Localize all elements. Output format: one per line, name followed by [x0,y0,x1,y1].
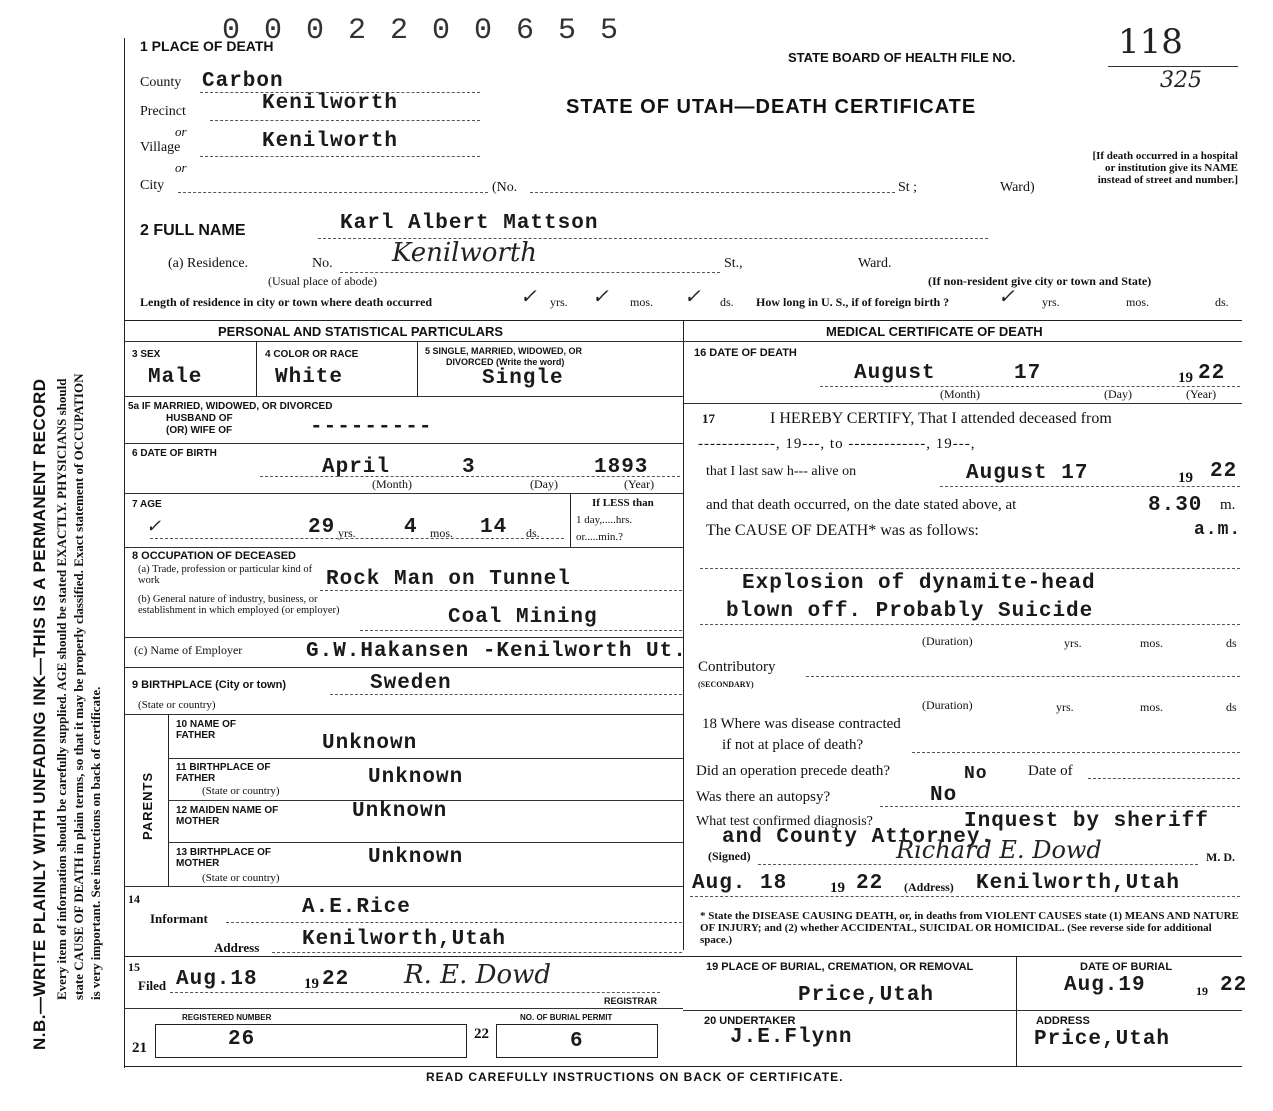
age-days: 14 [480,516,508,539]
row-line-4 [124,547,683,548]
row-line-5 [124,637,683,638]
death-year-note: (Year) [1186,387,1217,401]
mother-birthplace-value: Unknown [368,846,464,869]
abode-note: (Usual place of abode) [268,274,377,288]
filed-nineteen: 19 [304,976,319,992]
residence-line [340,272,720,273]
attended-line: -------------, 19---, to -------------, 19---, [698,436,976,452]
left-border [124,38,125,1068]
date-of-death-line [820,386,1240,387]
occupation-a-label: (a) Trade, profession or particular kind of work [138,564,313,586]
length-ds-label: ds. [720,295,734,309]
precinct-value: Kenilworth [262,92,399,115]
father-birthplace-label: 11 BIRTHPLACE OF FATHER [176,762,271,784]
street-label: St ; [898,180,918,195]
autopsy-label: Was there an autopsy? [696,789,831,805]
sign-address: Kenilworth,Utah [976,872,1181,895]
parents-line-1 [168,758,683,759]
cause-line-2: blown off. Probably Suicide [726,600,1094,623]
burial-nineteen: 19 [1196,984,1208,998]
informant-address-value: Kenilworth,Utah [302,928,507,951]
sex-value: Male [148,366,203,389]
sign-date: Aug. 18 [692,872,788,895]
date-of-operation-label: Date of [1028,763,1073,779]
dob-month-note: (Month) [372,477,412,491]
residence-st-label: St., [724,256,743,271]
duration-mos-2: mos. [1140,700,1164,714]
informant-label: Informant [150,911,208,926]
instructions-line-1: Every item of information should be carefully supplied. AGE should be stated EXACTLY. PHYSICIANS should [54,378,69,1000]
physician-signature: Richard E. Dowd [896,836,1102,864]
dob-day-note: (Day) [530,477,558,491]
residence-no-label: No. [312,256,333,271]
registrar-signature: R. E. Dowd [404,960,552,990]
burial-line [683,1010,1242,1011]
death-time-m: m. [1220,497,1236,513]
county-value: Carbon [202,70,284,93]
file-number-secondary: 325 [1160,68,1202,93]
duration-mos-1: mos. [1140,636,1164,650]
sex-divider [256,341,257,396]
age-ds-label: ds. [526,526,540,540]
occupation-b-label: (b) General nature of industry, business, or establishment in which employed (or employer) [138,594,340,616]
length-mos-label: mos. [630,295,654,309]
last-saw-year: 22 [1210,460,1238,483]
filed-line [170,992,660,993]
informant-address-label: Address [214,940,260,955]
age-less-3: or.....min.? [576,531,624,543]
dob-line [260,476,680,477]
age-label: 7 AGE [132,499,162,510]
registered-number-box [155,1024,467,1058]
parents-side-label: PARENTS [140,771,155,840]
length-yrs-check: ✓ [520,284,537,308]
test-value-2: and County Attorney. [722,826,995,849]
duration-yrs-2: yrs. [1056,700,1074,714]
father-label: 10 NAME OF FATHER [176,719,237,741]
marital-label-1: 5 SINGLE, MARRIED, WIDOWED, OR [425,346,583,356]
death-occurred-text: and that death occurred, on the date stated above, at [706,497,1017,513]
middle-divider [683,320,684,950]
signed-label: (Signed) [708,849,751,863]
length-residence-label: Length of residence in city or town where death occurred [140,295,433,309]
burial-permit-value: 6 [570,1030,584,1053]
dob-day: 3 [462,456,476,479]
mother-birthplace-note: (State or country) [202,872,280,884]
duration-ds-2: ds [1226,700,1237,714]
cause-dots-2 [700,624,1240,625]
residence-ward-label: Ward. [858,256,892,271]
spouse-value: --------- [310,416,433,439]
color-label: 4 COLOR OR RACE [265,349,359,360]
burial-date-label: DATE OF BURIAL [1080,961,1173,973]
instructions-line-3: is very important. See instructions on back of certificate. [88,686,103,1000]
last-saw-nineteen: 19 [1178,470,1193,486]
occupation-b-line [360,630,682,631]
row-line-3 [124,493,683,494]
color-divider [417,341,418,396]
age-mos-label: mos. [430,526,454,540]
death-time-am: a.m. [1194,520,1242,540]
operation-value: No [964,764,988,784]
death-month: August [854,362,936,385]
marital-label-2: DIVORCED (Write the word) [446,357,565,367]
sign-address-line [690,896,1240,897]
dob-label: 6 DATE OF BIRTH [132,448,217,459]
burial-divider [1016,956,1017,1066]
death-day: 17 [1014,362,1042,385]
place-of-death-label: 1 PLACE OF DEATH [140,38,274,54]
duration-ds-1: ds [1226,636,1237,650]
file-number-line [1108,66,1238,67]
dob-month: April [322,456,391,479]
age-years: 29 [308,516,336,539]
cause-line-1: Explosion of dynamite-head [742,572,1096,595]
full-name-label: 2 FULL NAME [140,222,246,239]
personal-header: PERSONAL AND STATISTICAL PARTICULARS [218,324,504,339]
row-line-7 [124,714,683,715]
us-yrs-label: yrs. [1042,295,1060,309]
length-ds-check: ✓ [684,284,701,308]
informant-value: A.E.Rice [302,896,411,919]
ward-label: Ward) [1000,180,1035,195]
father-birthplace-note: (State or country) [202,785,280,797]
last-saw-line [940,486,1240,487]
informant-number: 14 [128,892,140,906]
certificate-stamp-number: 0 0 0 2 2 0 0 6 5 5 [222,14,622,48]
sign-nineteen: 19 [830,880,845,896]
registrar-label: REGISTRAR [604,996,658,1006]
mother-label: 12 MAIDEN NAME OF MOTHER [176,805,279,827]
or-label-1: or [175,124,187,139]
age-months: 4 [404,516,418,539]
spouse-label-3: (OR) WIFE OF [166,425,233,436]
death-month-note: (Month) [940,387,980,401]
birthplace-line [330,694,682,695]
instructions-line-2: state CAUSE OF DEATH in plain terms, so that it may be properly classified. Exact statement of OCCUPATION [71,373,86,1000]
undertaker-address-value: Price,Utah [1034,1028,1171,1051]
disease-contracted-1: 18 Where was disease contracted [702,716,901,732]
burial-year: 22 [1220,974,1248,997]
occupation-a-value: Rock Man on Tunnel [326,568,571,591]
sex-label: 3 SEX [132,349,161,360]
medical-header: MEDICAL CERTIFICATE OF DEATH [826,324,1043,339]
secondary-label: (SECONDARY) [698,680,754,689]
age-line [150,538,564,539]
age-less-1: If LESS than [592,497,654,509]
field-22-number: 22 [474,1026,489,1042]
footer-instructions: READ CAREFULLY INSTRUCTIONS ON BACK OF CERTIFICATE. [426,1070,844,1084]
medical-header-line [683,341,1242,342]
last-saw-text: that I last saw h--- alive on [706,464,857,479]
signed-line [758,864,1198,865]
county-label: County [140,75,182,90]
filed-year: 22 [322,968,350,991]
registered-number-value: 26 [228,1028,256,1051]
burial-place-label: 19 PLACE OF BURIAL, CREMATION, OR REMOVAL [706,961,974,973]
certify-text: I HEREBY CERTIFY, That I attended deceased from [770,410,1112,427]
dob-year: 1893 [594,456,649,479]
street-line [530,192,895,193]
parents-line-3 [168,842,683,843]
employer-label: (c) Name of Employer [134,643,243,657]
death-day-note: (Day) [1104,387,1132,401]
file-number-label: STATE BOARD OF HEALTH FILE NO. [788,50,1016,65]
filing-line [124,1008,683,1009]
autopsy-line [880,806,1240,807]
city-line [178,192,488,193]
duration-label-2: (Duration) [922,698,973,712]
autopsy-value: No [930,784,958,807]
age-mark: ✓ [146,516,162,537]
sign-address-label: (Address) [904,880,954,894]
burial-permit-label: NO. OF BURIAL PERMIT [520,1013,613,1022]
age-less-divider [570,493,571,547]
spouse-label-1: 5a IF MARRIED, WIDOWED, OR DIVORCED [128,401,333,412]
operation-line [1088,778,1240,779]
length-mos-check: ✓ [592,284,609,308]
occupation-b-value: Coal Mining [448,606,598,629]
undertaker-address-label: ADDRESS [1036,1015,1090,1027]
violent-cause-note: * State the DISEASE CAUSING DEATH, or, in deaths from VIOLENT CAUSES state (1) MEANS AND NATURE OF INJURY; and (2) whether ACCIDENTAL, SUICIDAL OR HOMICIDAL. (See reverse side for additional space.) [700,910,1239,946]
village-value: Kenilworth [262,130,399,153]
residence-label: (a) Residence. [168,256,249,271]
burial-place-value: Price,Utah [798,984,935,1007]
precinct-line [210,120,480,121]
field-21-number: 21 [132,1040,147,1056]
village-line [200,156,480,157]
burial-date-value: Aug.19 [1064,974,1146,997]
mother-birthplace-label: 13 BIRTHPLACE OF MOTHER [176,847,272,869]
village-label: Village [140,140,181,155]
operation-label: Did an operation precede death? [696,763,891,779]
certificate-title: STATE OF UTAH—DEATH CERTIFICATE [566,96,977,118]
permanent-record-notice: N.B.—WRITE PLAINLY WITH UNFADING INK—THIS IS A PERMANENT RECORD [30,378,49,1050]
footer-divider [124,1066,1242,1067]
duration-yrs-1: yrs. [1064,636,1082,650]
occupation-label: 8 OCCUPATION OF DECEASED [132,550,296,562]
hospital-note: [If death occurred in a hospital or institution give its NAME instead of street and number.] [1092,150,1238,186]
length-yrs-label: yrs. [550,295,568,309]
employer-value: G.W.Hakansen -Kenilworth Ut. [306,640,687,663]
registered-number-label: REGISTERED NUMBER [182,1013,272,1022]
medical-line-1 [683,403,1242,404]
personal-header-line [124,341,683,342]
date-of-death-label: 16 DATE OF DEATH [694,347,797,359]
filed-date: Aug.18 [176,968,258,991]
informant-address-line [272,952,682,953]
disease-contracted-2: if not at place of death? [722,737,864,753]
row-line-6 [124,667,683,668]
test-label: What test confirmed diagnosis? [696,814,873,829]
filed-label: Filed [138,978,167,993]
last-saw-date: August 17 [966,462,1089,485]
undertaker-label: 20 UNDERTAKER [704,1015,796,1027]
contributory-dots [806,676,1240,677]
bottom-block-line [124,956,1242,957]
street-number-label: (No. [492,180,518,195]
father-value: Unknown [322,732,418,755]
residence-value: Kenilworth [392,238,538,268]
death-year: 22 [1198,362,1226,385]
us-yrs-check: ✓ [998,284,1015,308]
certify-number: 17 [702,411,715,426]
full-name-value: Karl Albert Mattson [340,212,599,235]
filing-number: 15 [128,960,140,974]
file-number: 118 [1118,22,1183,62]
or-label-2: or [175,160,187,175]
age-less-2: 1 day,.....hrs. [576,514,633,526]
non-resident-note: (If non-resident give city or town and State) [928,274,1152,288]
informant-line [226,922,682,923]
mother-value: Unknown [352,800,448,823]
cause-of-death-text: The CAUSE OF DEATH* was as follows: [706,522,979,539]
test-value-1: Inquest by sheriff [964,810,1209,833]
dob-year-note: (Year) [624,477,655,491]
undertaker-value: J.E.Flynn [730,1026,853,1049]
us-residence-label: How long in U. S., if of foreign birth ? [756,295,950,309]
occupation-a-line [320,590,682,591]
death-time: 8.30 [1148,494,1203,517]
age-yrs-label: yrs. [338,526,356,540]
contributory-label: Contributory [698,659,776,675]
cause-dots-1 [700,568,1240,569]
duration-label-1: (Duration) [922,634,973,648]
father-birthplace-value: Unknown [368,766,464,789]
city-label: City [140,178,165,193]
death-nineteen: 19 [1178,370,1193,386]
disease-contracted-line [912,752,1240,753]
sign-year: 22 [856,872,884,895]
birthplace-label: 9 BIRTHPLACE (City or town) [132,679,286,691]
birthplace-value: Sweden [370,672,452,695]
spouse-label-2: HUSBAND OF [166,413,233,424]
marital-value: Single [482,367,564,390]
us-ds-label: ds. [1215,295,1229,309]
color-value: White [275,366,344,389]
us-mos-label: mos. [1126,295,1150,309]
row-line-2 [124,443,683,444]
md-label: M. D. [1206,850,1235,864]
precinct-label: Precinct [140,104,186,119]
row-line-1 [124,396,683,397]
parents-line-4 [124,886,683,887]
birthplace-state-note: (State or country) [138,699,216,711]
